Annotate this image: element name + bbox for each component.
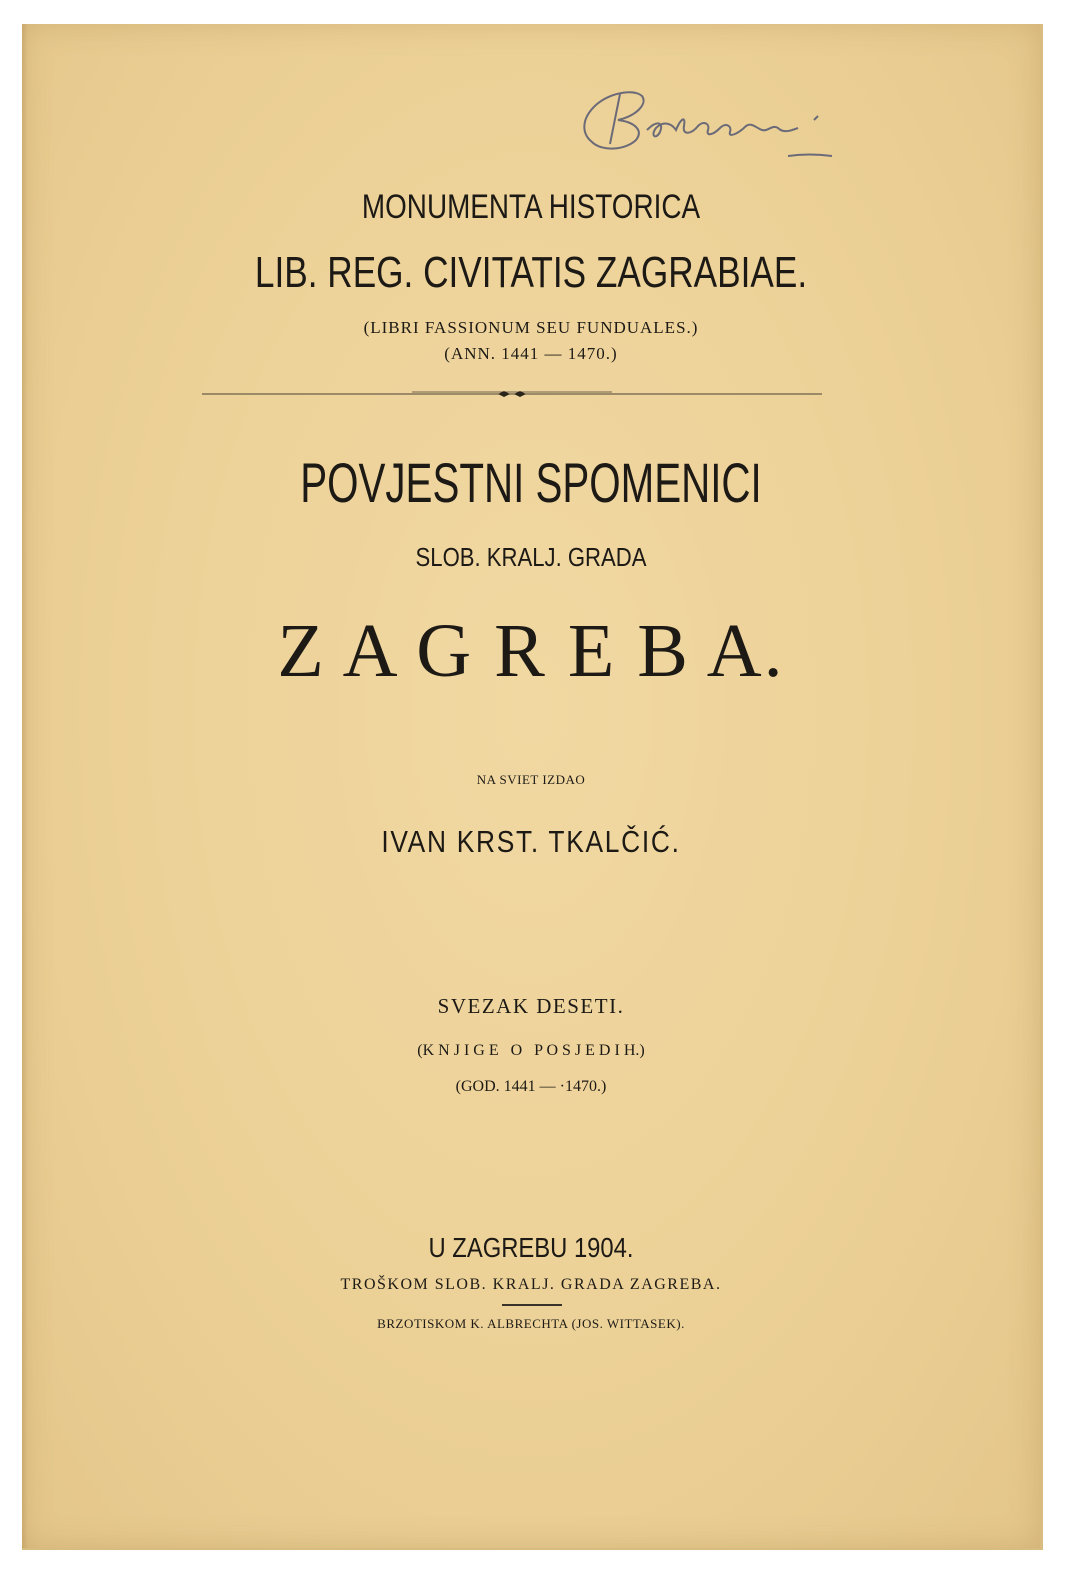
handwritten-signature <box>552 64 842 164</box>
title-page <box>22 24 1043 1550</box>
editor-name: IVAN KRST. TKALČIĆ. <box>381 824 681 859</box>
series-title-line1: MONUMENTA HISTORICA <box>361 188 701 226</box>
volume-line2: (K N J I G E O P O S J E D I H.) <box>417 1042 645 1059</box>
series-title-line2: LIB. REG. CIVITATIS ZAGRABIAE. <box>254 248 808 297</box>
imprint-line2: TROŠKOM SLOB. KRALJ. GRADA ZAGREBA. <box>340 1276 722 1293</box>
editor-intro: NA SVIET IZDAO <box>476 772 586 787</box>
imprint-line1: U ZAGREBU 1904. <box>428 1232 634 1263</box>
main-title-line2: SLOB. KRALJ. GRADA <box>415 542 647 572</box>
imprint-line3: BRZOTISKOM K. ALBRECHTA (JOS. WITTASEK). <box>377 1316 685 1331</box>
volume-line3: (GOD. 1441 — ·1470.) <box>455 1078 607 1095</box>
series-title-line3: (LIBRI FASSIONUM SEU FUNDUALES.) <box>363 318 699 337</box>
main-title-city: Z A G R E B A. <box>277 609 785 693</box>
volume-line1: SVEZAK DESETI. <box>437 994 625 1018</box>
imprint-rule <box>502 1304 562 1306</box>
main-title-line1: POVJESTNI SPOMENICI <box>300 451 762 514</box>
series-title-line4: (ANN. 1441 — 1470.) <box>444 344 618 363</box>
ornamental-divider <box>202 390 822 398</box>
